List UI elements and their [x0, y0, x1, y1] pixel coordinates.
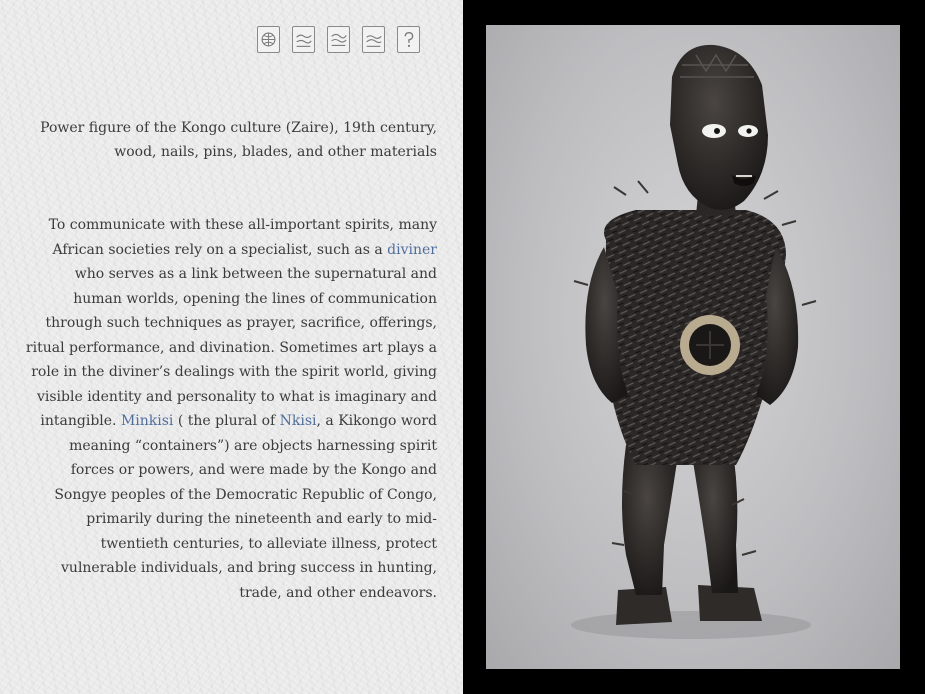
minkisi-link[interactable]: Minkisi	[120, 413, 174, 429]
world-map-icon[interactable]	[257, 26, 280, 53]
landscape-icon[interactable]	[292, 26, 315, 53]
body-paragraph	[24, 213, 437, 605]
question-icon[interactable]	[397, 26, 420, 53]
nkisi-link[interactable]: Nkisi	[279, 413, 317, 429]
landscape-icon[interactable]	[327, 26, 350, 53]
diviner-link[interactable]: diviner	[387, 241, 437, 258]
navigation-bar	[257, 26, 420, 53]
body-text-segment: who serves as a link between the supernatural and human worlds, opening the lines of communication through such techniques as prayer, sacrifice, offerings, ritual performance, and divination. Sometimes art plays a role in the diviner’s dealings with the spirit world, giving visible identity and personality to what is imaginary and intangible.	[25, 266, 437, 429]
artwork-caption: Power figure of the Kongo culture (Zaire), 19th century, wood, nails, pins, blades, and other materials	[40, 120, 437, 160]
power-figure-image	[486, 25, 900, 669]
body-text-segment: , a Kikongo word meaning “containers”) are objects harnessing spirit forces or powers, and were made by the Kongo and Songye peoples of the Democratic Republic of Congo, primarily during the nineteenth and early to mid-twentieth centuries, to alleviate illness, protect vulnerable individuals, and bring success in hunting, trade, and other endeavors.	[54, 413, 437, 601]
power-figure-illustration	[486, 25, 900, 669]
body-text-segment: To communicate with these all-important spirits, many African societies rely on a specialist, such as a	[48, 217, 437, 258]
landscape-icon[interactable]	[362, 26, 385, 53]
body-text-segment: ( the plural of	[173, 413, 280, 429]
